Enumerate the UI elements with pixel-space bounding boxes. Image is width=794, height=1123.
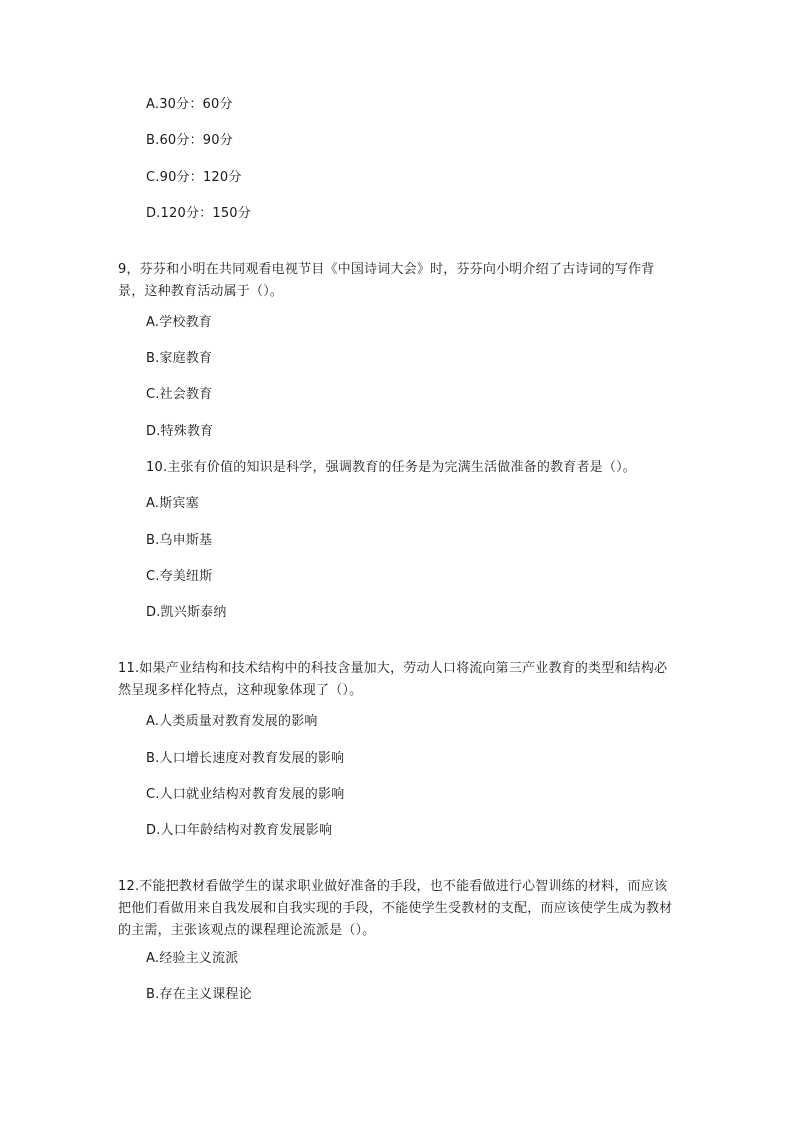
q10-stem: 10.主张有价值的知识是科学，强调教育的任务是为完满生活做准备的教育者是（）。 bbox=[146, 460, 636, 475]
q11-option-a: A.人类质量对教育发展的影响 bbox=[146, 714, 318, 729]
q9-stem: 9，芬芬和小明在共同观看电视节目《中国诗词大会》时，芬芬向小明介绍了古诗词的写作背景，这种教育活动属于（）。 bbox=[118, 262, 655, 299]
q11-stem: 11.如果产业结构和技术结构中的科技含量加大，劳动人口将流向第三产业教育的类型和结构必然呈现多样化特点，这种现象体现了（）。 bbox=[118, 661, 668, 698]
q9-option-c: C.社会教育 bbox=[146, 387, 213, 402]
q9-option-d: D.特殊教育 bbox=[146, 424, 214, 439]
q11-option-c: C.人口就业结构对教育发展的影响 bbox=[146, 787, 345, 802]
q12-option-a: A.经验主义流派 bbox=[146, 951, 239, 966]
q8-option-c: C.90分：120分 bbox=[146, 170, 242, 185]
q11-option-d: D.人口年龄结构对教育发展影响 bbox=[146, 823, 333, 838]
q8-option-d: D.120分：150分 bbox=[146, 206, 251, 221]
q9-option-b: B.家庭教育 bbox=[146, 351, 213, 366]
q8-option-b: B.60分：90分 bbox=[146, 133, 233, 148]
q10-option-d: D.凯兴斯泰纳 bbox=[146, 605, 227, 620]
q12-option-b: B.存在主义课程论 bbox=[146, 987, 252, 1002]
q9-option-a: A.学校教育 bbox=[146, 315, 212, 330]
q8-option-a: A.30分：60分 bbox=[146, 97, 233, 112]
q11-option-b: B.人口增长速度对教育发展的影响 bbox=[146, 751, 345, 766]
q10-option-c: C.夸美纽斯 bbox=[146, 569, 213, 584]
q12-stem: 12.不能把教材看做学生的谋求职业做好准备的手段，也不能看做进行心智训练的材料，而应该把他们看做用来自我发展和自我实现的手段，不能使学生受教材的支配，而应该使学生成为教材的主需，主张该观点的课程理论流派是（）。 bbox=[118, 879, 673, 938]
q10-option-a: A.斯宾塞 bbox=[146, 496, 199, 511]
q10-option-b: B.乌申斯基 bbox=[146, 533, 213, 548]
